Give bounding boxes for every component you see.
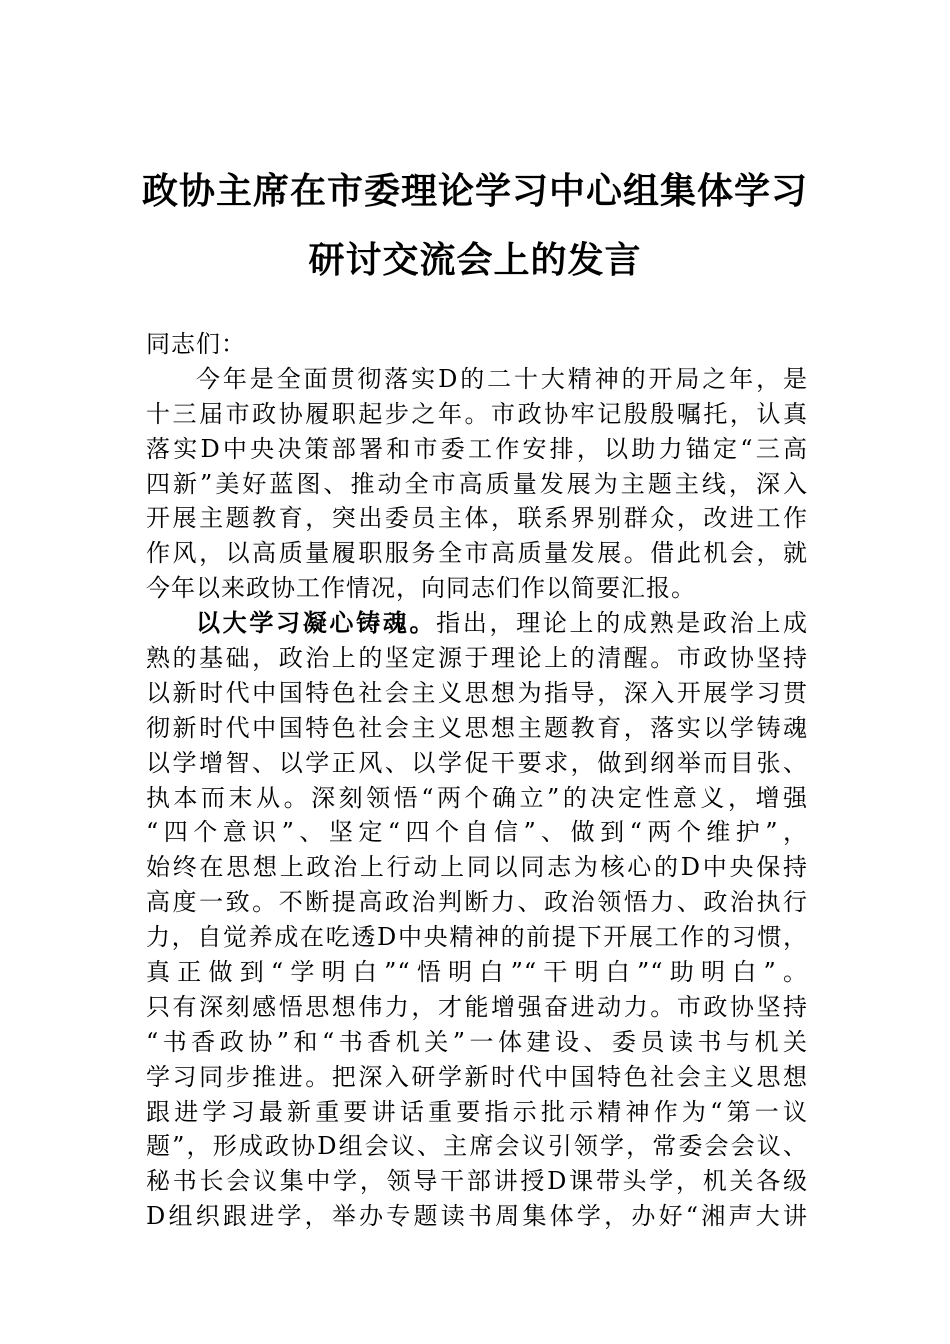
paragraph-line: 执本而末从。深刻领悟“两个确立”的决定性意义，增强 [146, 783, 808, 812]
paragraph-line: 真正做到“学明白”“悟明白”“干明白”“助明白”。 [146, 958, 808, 987]
paragraph-line: “四个意识”、坚定“四个自信”、做到“两个维护”， [146, 818, 808, 847]
paragraph-line: 以学增智、以学正风、以学促干要求，做到纲举而目张、 [146, 748, 808, 777]
paragraph-line: 力，自觉养成在吃透D中央精神的前提下开展工作的习惯， [146, 923, 808, 952]
salutation: 同志们： [146, 330, 246, 358]
paragraph-line: “书香政协”和“书香机关”一体建设、委员读书与机关 [146, 1027, 808, 1056]
paragraph-line: 跟进学习最新重要讲话重要指示批示精神作为“第一议 [146, 1097, 808, 1126]
paragraph-line: D组织跟进学，举办专题读书周集体学，办好“湘声大讲 [146, 1202, 808, 1231]
paragraph-line: 秘书长会议集中学，领导干部讲授D课带头学，机关各级 [146, 1167, 808, 1196]
paragraph-line: 落实D中央决策部署和市委工作安排，以助力锚定“三高 [146, 434, 808, 463]
paragraph-line: 只有深刻感悟思想伟力，才能增强奋进动力。市政协坚持 [146, 992, 808, 1021]
paragraph-line: 题”，形成政协D组会议、主席会议引领学，常委会会议、 [146, 1132, 808, 1161]
paragraph-line: 四新”美好蓝图、推动全市高质量发展为主题主线，深入 [146, 469, 808, 498]
section-first-line-text: 指出，理论上的成熟是政治上成 [436, 609, 809, 638]
paragraph-line: 十三届市政协履职起步之年。市政协牢记殷殷嘱托，认真 [146, 399, 808, 428]
paragraph-line: 彻新时代中国特色社会主义思想主题教育，落实以学铸魂 [146, 713, 808, 742]
paragraph-line: 今年是全面贯彻落实D的二十大精神的开局之年，是 [196, 364, 808, 393]
document-title-line-2: 研讨交流会上的发言 [308, 239, 642, 281]
section-heading: 以大学习凝心铸魂。 [196, 608, 437, 638]
paragraph-line: 始终在思想上政治上行动上同以同志为核心的D中央保持 [146, 853, 808, 882]
document-title-line-1: 政协主席在市委理论学习中心组集体学习 [141, 170, 808, 212]
paragraph-line: 今年以来政协工作情况，向同志们作以简要汇报。 [146, 574, 696, 603]
document-body [146, 327, 808, 1234]
paragraph-line: 作风，以高质量履职服务全市高质量发展。借此机会，就 [146, 539, 808, 568]
paragraph-line: 高度一致。不断提高政治判断力、政治领悟力、政治执行 [146, 888, 808, 917]
paragraph-line: 熟的基础，政治上的坚定源于理论上的清醒。市政协坚持 [146, 644, 808, 673]
paragraph-line: 以新时代中国特色社会主义思想为指导，深入开展学习贯 [146, 678, 808, 707]
paragraph-line: 开展主题教育，突出委员主体，联系界别群众，改进工作 [146, 504, 808, 533]
section-first-line [146, 606, 808, 641]
paragraph-line: 学习同步推进。把深入研学新时代中国特色社会主义思想 [146, 1062, 808, 1091]
